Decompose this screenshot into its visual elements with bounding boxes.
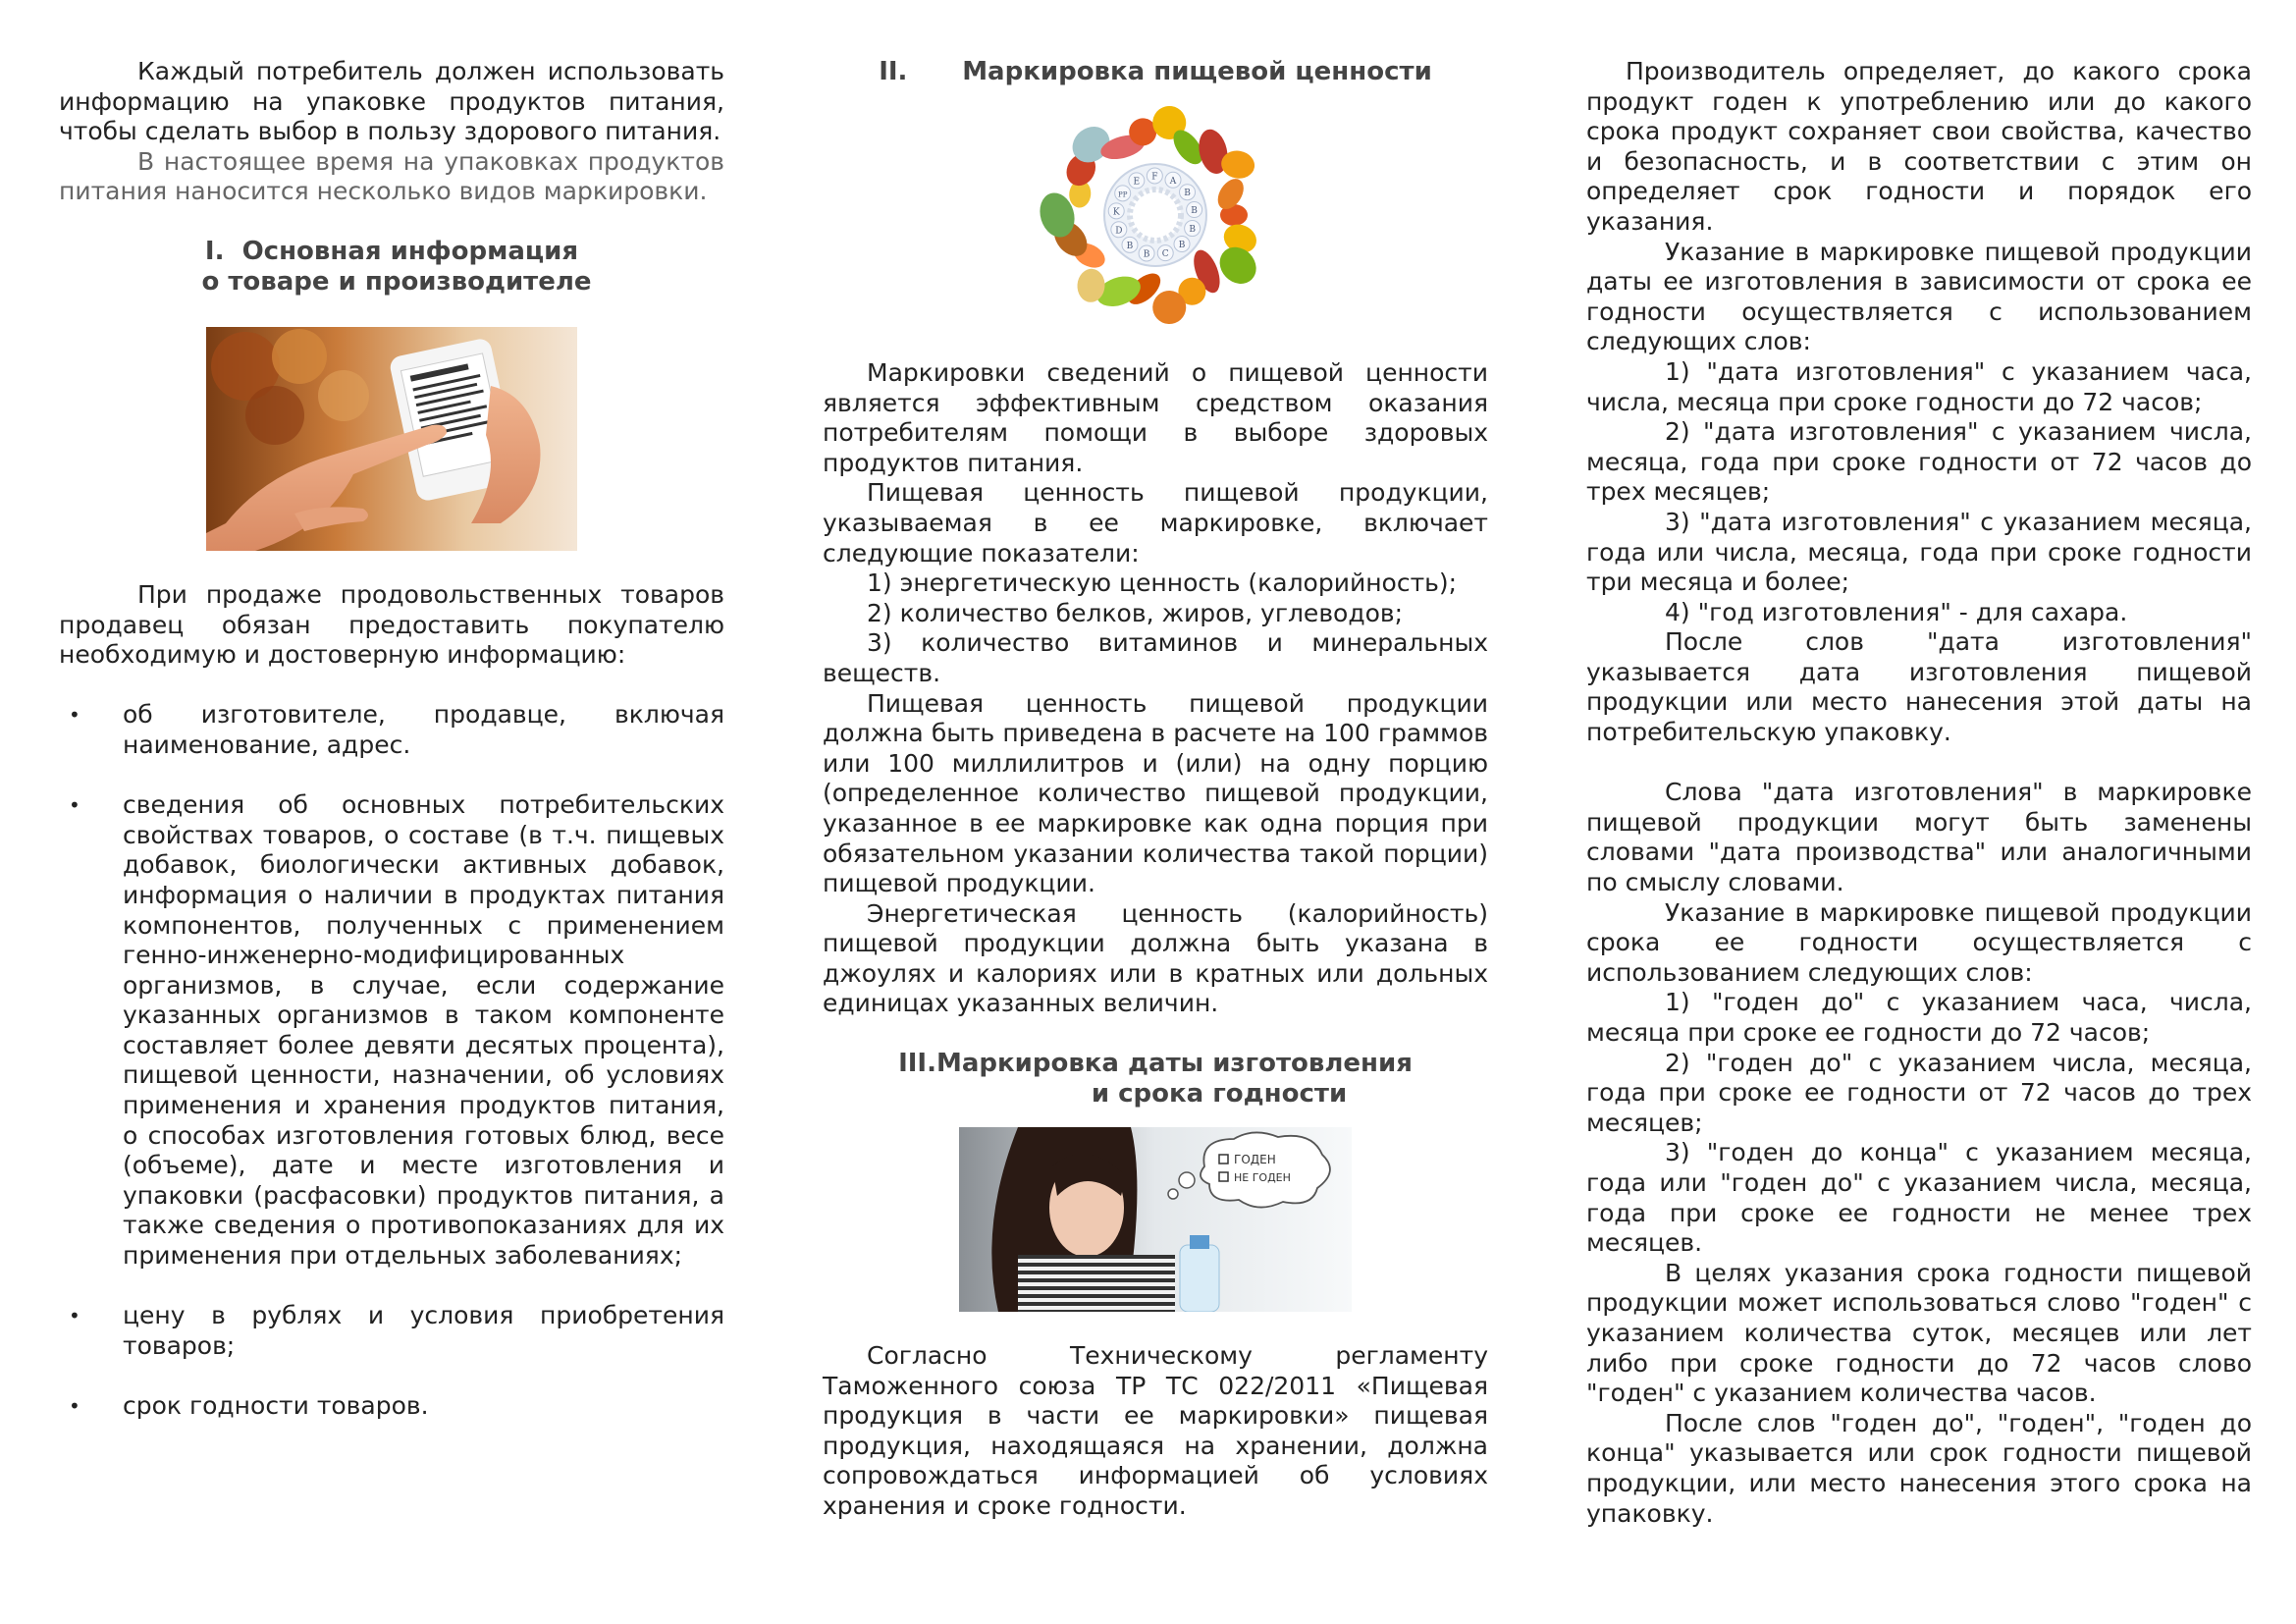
shirt-stripe (1018, 1310, 1175, 1312)
list-item: • цену в рублях и условия приобретения товаров; (59, 1301, 724, 1361)
shirt-stripe (1018, 1271, 1175, 1274)
list-item: • сведения об основных потребительских свойствах товаров, о составе (в т.ч. пищевых добавок, биологически активных добавок, информация о наличии в продуктах питания компонентов, полученных с применением генно-инженерно-модифицированных организмов, в случае, если содержание указанных организмов в таком компоненте составляет более девяти десятых процента), пищевой ценности, назначении, об условиях применения и хранения продуктов питания, о способах изготовления готовых блюд, весе (объеме), дате и месте изготовления и упаковки (расфасовки) продуктов питания, а также сведения о противопоказаниях для их применения при отдельных заболеваниях; (59, 790, 724, 1272)
shirt-stripe (1018, 1286, 1175, 1290)
paragraph: Слова "дата изготовления" в маркировке пищевой продукции могут быть заменены словами "дата производства" или аналогичными по смыслу словами. (1586, 778, 2252, 897)
list-item: 2) количество белков, жиров, углеводов; (867, 598, 1404, 627)
vitamin-letter: B (1178, 240, 1186, 250)
list-item: 3) "годен до конца" с указанием месяца, года или "годен до" с указанием числа, месяца, года при сроке ее годности не менее трех месяцев. (1586, 1138, 2252, 1258)
intro-paragraph-2: В настоящее время на упаковках продуктов питания наносится несколько видов маркировки. (59, 146, 724, 206)
bubble-option-2: НЕ ГОДЕН (1234, 1171, 1291, 1185)
column-middle (823, 57, 1488, 1522)
paragraph: Производитель определяет, до какого срока продукт годен к употреблению или до какого срока продукт сохраняет свои свойства, качество и безопасность, и в соответствии с этим он определяет срок годности и порядок его указания. (1586, 57, 2252, 236)
list-item: 4) "год изготовления" - для сахара. (1665, 597, 2128, 626)
vitamin-letter: C (1161, 249, 1169, 260)
list-item: 1) "дата изготовления" с указанием часа, числа, месяца при сроке годности до 72 часов; (1586, 356, 2252, 416)
bullet-icon: • (69, 1394, 80, 1418)
section-3-title: III.Маркировка даты изготовления и срока годности (898, 1049, 1413, 1110)
vitamin-wheel-illustration (1033, 101, 1278, 329)
shirt-stripe (1018, 1306, 1175, 1310)
paragraph: Энергетическая ценность (калорийность) пищевой продукции должна быть указана в джоулях и калориях или в кратных или дольных единицах указанных величин. (823, 898, 1488, 1018)
vitamin-letter: B (1189, 225, 1196, 236)
list-item: 3) количество витаминов и минеральных веществ. (823, 628, 1488, 687)
shirt-stripe (1018, 1282, 1175, 1286)
shirt-stripe (1018, 1274, 1175, 1278)
shirt-stripe (1018, 1290, 1175, 1294)
bullet-icon: • (69, 1304, 80, 1328)
vitamin-letter: A (1169, 176, 1177, 187)
vitamin-letter: B (1126, 241, 1134, 251)
column-right (1586, 57, 2252, 1529)
list-item: 3) "дата изготовления" с указанием месяца, года или числа, месяца, года при сроке годности три месяца и более; (1586, 507, 2252, 597)
expiry-check-photo (959, 1127, 1352, 1312)
shirt-stripe (1018, 1259, 1175, 1263)
vitamin-letter: E (1133, 177, 1141, 188)
bubble-option-1: ГОДЕН (1234, 1153, 1276, 1167)
sale-paragraph: При продаже продовольственных товаров продавец обязан предоставить покупателю необходимую и достоверную информацию: (59, 579, 724, 670)
shirt-stripe (1018, 1263, 1175, 1267)
vitamin-letter: B (1143, 249, 1150, 260)
paragraph: В целях указания срока годности пищевой продукции может использоваться слово "годен" с указанием количества суток, месяцев или лет либо при сроке годности до 72 часов слово "годен" с указанием количества часов. (1586, 1258, 2252, 1408)
vitamin-letter: PP (1117, 190, 1128, 199)
shirt-stripe (1018, 1294, 1175, 1298)
list-item: 2) "годен до" с указанием числа, месяца, года при сроке ее годности от 72 часов до трех месяцев; (1586, 1048, 2252, 1137)
column-left (59, 57, 724, 1422)
section-1-title: I. Основная информация о товаре и производителе (201, 236, 592, 297)
bullet-icon: • (69, 793, 80, 818)
vitamin-letter: B (1191, 206, 1198, 217)
list-item: 2) "дата изготовления" с указанием числа, месяца, года при сроке годности от 72 часов до трех месяцев; (1586, 417, 2252, 507)
intro-paragraph: Каждый потребитель должен использовать информацию на упаковке продуктов питания, чтобы сделать выбор в пользу здорового питания. (59, 57, 724, 146)
list-item: • срок годности товаров. (59, 1391, 724, 1422)
shirt-stripe (1018, 1267, 1175, 1271)
shirt-stripe (1018, 1298, 1175, 1302)
food-shape (1212, 240, 1263, 291)
paragraph: Пищевая ценность пищевой продукции должна быть приведена в расчете на 100 граммов или 100 миллилитров и (или) на одну порцию (определенное количество пищевой продукции, указанное в ее маркировке как одна порция при обязательном указании количества такой порции) пищевой продукции. (823, 688, 1488, 898)
vitamin-letter: K (1112, 207, 1120, 218)
paragraph: Указание в маркировке пищевой продукции даты ее изготовления в зависимости от срока ее годности осуществляется с использованием следующих слов: (1586, 237, 2252, 356)
list-item: 1) "годен до" с указанием часа, числа, месяца при сроке ее годности до 72 часов; (1586, 988, 2252, 1047)
bullet-icon: • (69, 703, 80, 728)
vitamin-letter: F (1151, 172, 1158, 183)
label-reading-photo (206, 327, 577, 551)
shirt-stripe (1018, 1255, 1175, 1259)
paragraph: После слов "годен до", "годен", "годен до конца" указывается или срок годности пищевой продукции, или место нанесения этого срока на упаковку. (1586, 1408, 2252, 1528)
list-item: • об изготовителе, продавце, включая наименование, адрес. (59, 700, 724, 760)
list-item: 1) энергетическую ценность (калорийность); (867, 568, 1458, 598)
vitamin-letter: B (1184, 189, 1191, 199)
section-2-title: II. Маркировка пищевой ценности (879, 57, 1432, 86)
paragraph: Согласно Техническому регламенту Таможенного союза ТР ТС 022/2011 «Пищевая продукция в части ее маркировки» пищевая продукция, находящаяся на хранении, должна сопровождаться информацией об условиях хранения и сроке годности. (823, 1341, 1488, 1521)
paragraph: Указание в маркировке пищевой продукции срока ее годности осуществляется с использованием следующих слов: (1586, 897, 2252, 987)
paragraph: После слов "дата изготовления" указывается дата изготовления пищевой продукции или место нанесения этой даты на потребительскую упаковку. (1586, 627, 2252, 747)
paragraph: Пищевая ценность пищевой продукции, указываемая в ее маркировке, включает следующие показатели: (823, 478, 1488, 568)
paragraph: Маркировки сведений о пищевой ценности является эффективным средством оказания потребителям помощи в выборе здоровых продуктов питания. (823, 358, 1488, 477)
shirt-stripe (1018, 1278, 1175, 1282)
vitamin-letter: D (1115, 226, 1123, 237)
shirt-stripe (1018, 1302, 1175, 1306)
